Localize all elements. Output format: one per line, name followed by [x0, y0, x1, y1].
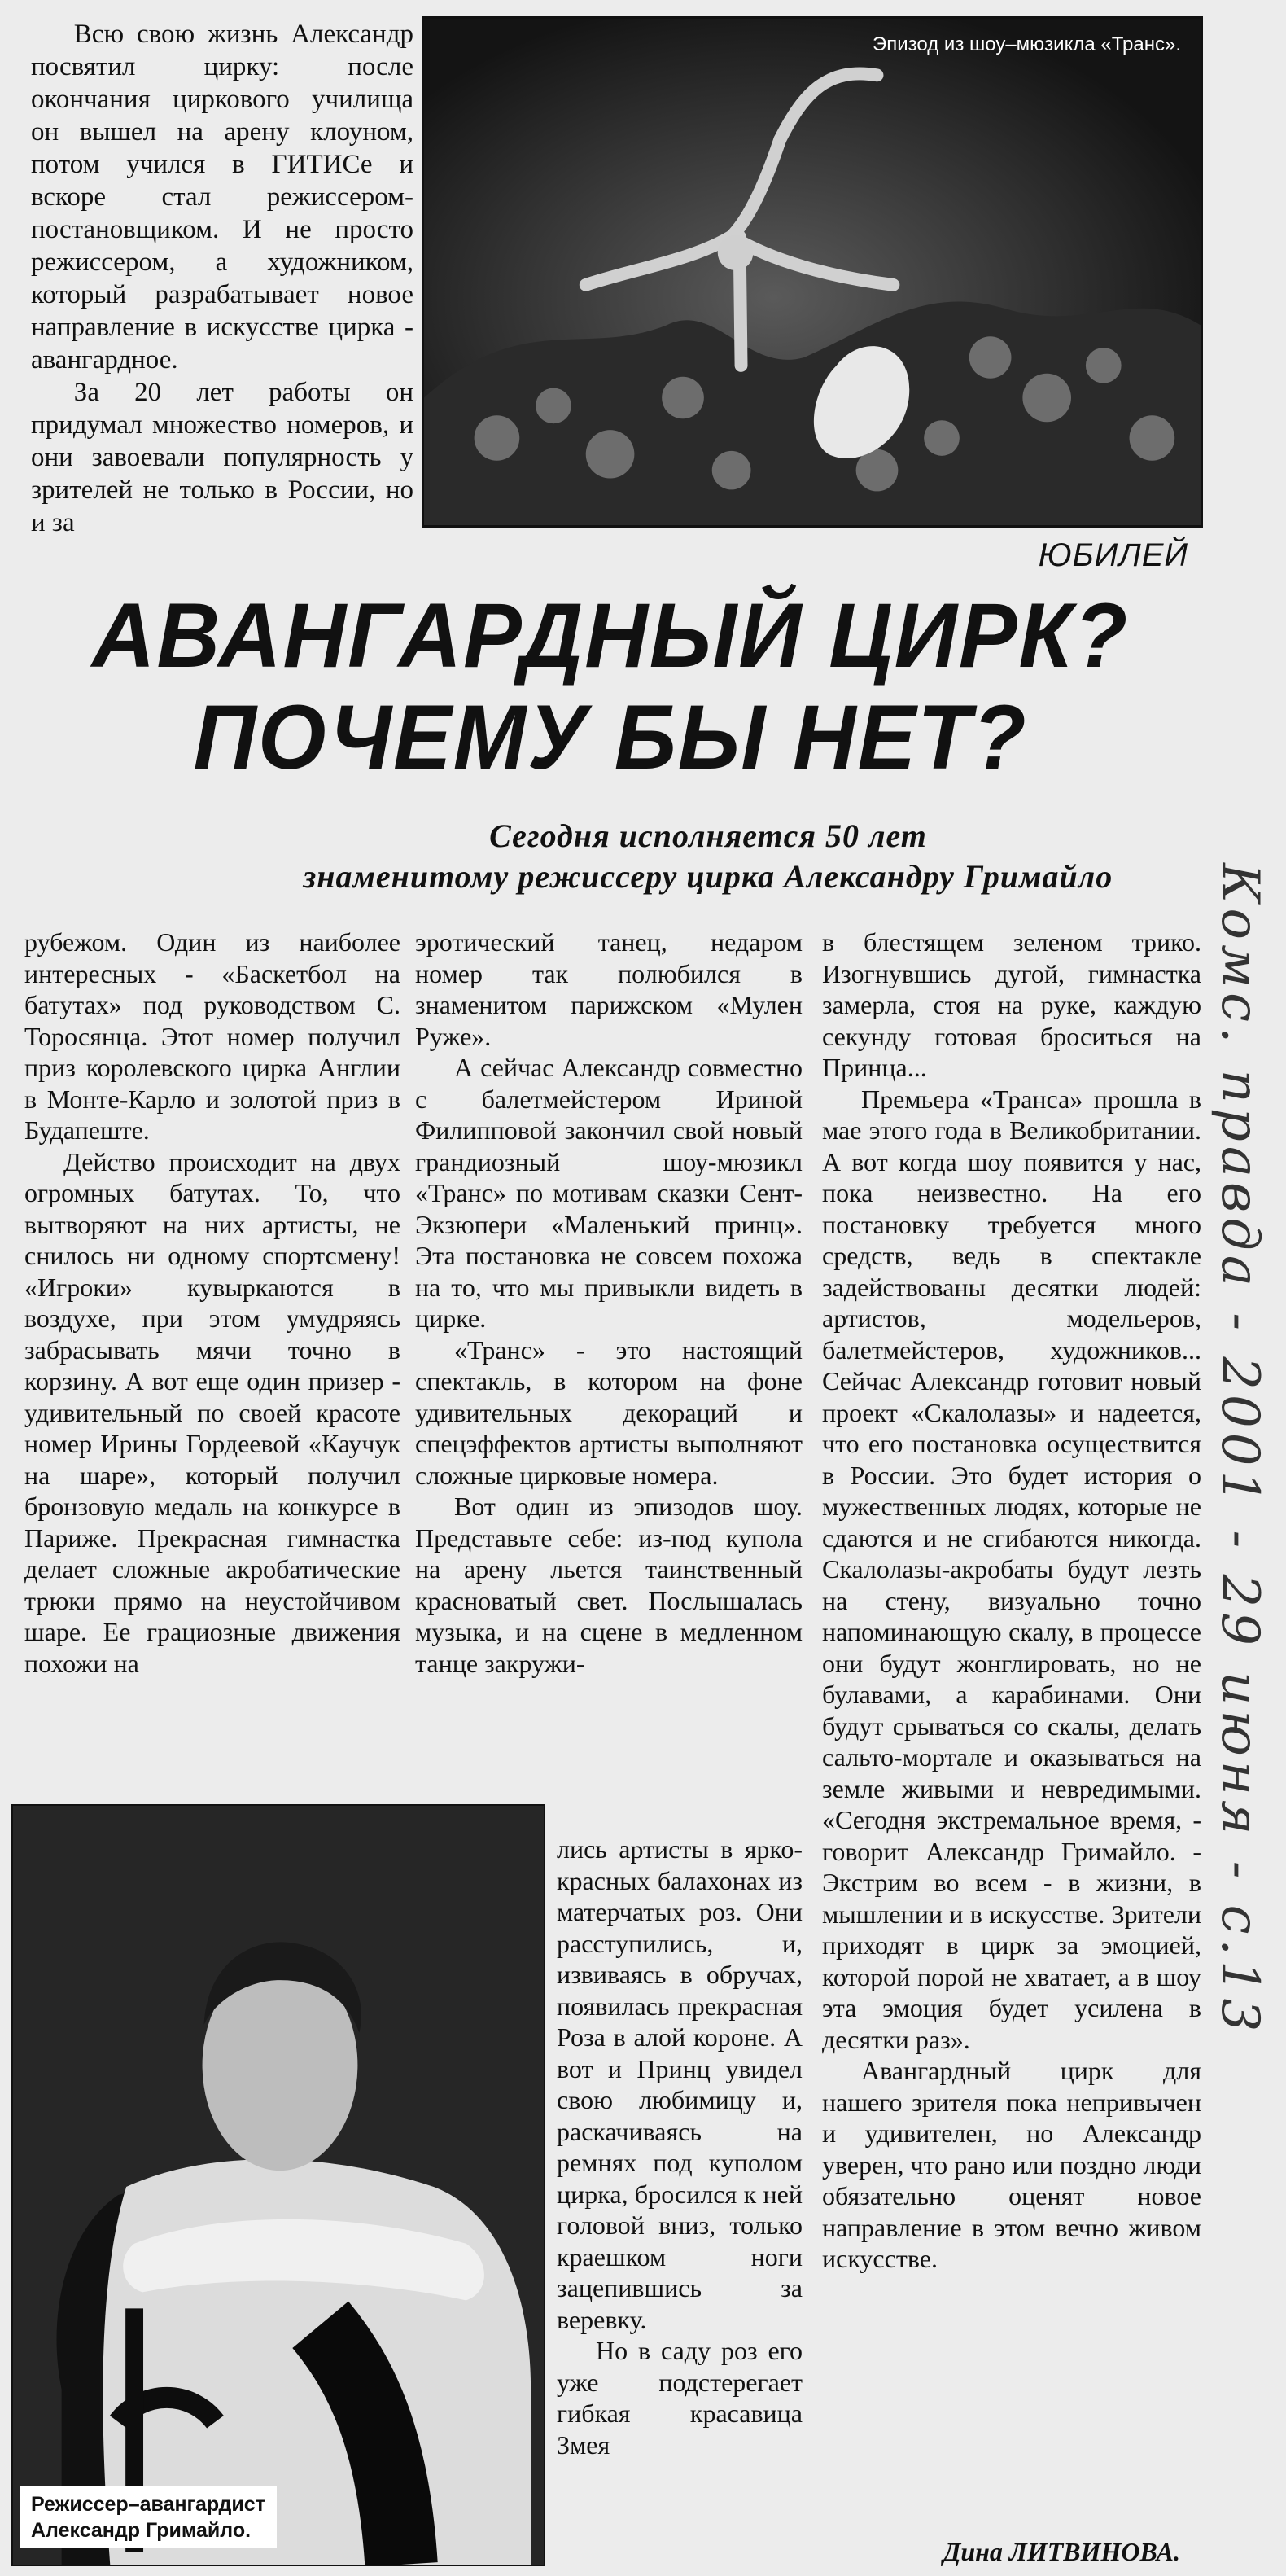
rubric: ЮБИЛЕЙ	[1038, 537, 1188, 573]
portrait-caption-line-2: Александр Гримайло.	[31, 2519, 252, 2542]
article-paragraph: в блестящем зеленом трико. Изогнувшись дугой, гимнастка замерла, стоя на руке, каждую секунду готовая броситься на Принца...	[822, 927, 1201, 1082]
subheadline	[212, 816, 1205, 897]
portrait-caption	[20, 2486, 277, 2548]
article-paragraph: «Транс» - это настоящий спектакль, в котором на фоне удивительных декораций и спецэффектов артисты выполняют сложные цирковые номера.	[415, 1334, 803, 1490]
handwritten-note	[1206, 863, 1279, 2410]
intro-paragraph: За 20 лет работы он придумал множество номеров, и они завоевали популярность у зрителей не только в России, но и за	[31, 378, 413, 537]
article-column-2	[415, 927, 803, 1679]
show-photo-image	[424, 19, 1201, 525]
article-column-2-continued	[557, 1833, 803, 2460]
article-paragraph: Премьера «Транса» прошла в мае этого года в Великобритании. А вот когда шоу появится у нас, пока неизвестно. На его постановку требуется много средств, ведь в спектакле задействованы десятки людей: артистов, модельеров, балетмейстеров, художников... Сейчас Александр готовит новый проект «Скалолазы» и надеется, что его постановка осуществится в России. Это будет история о мужественных людях, которые не сдаются и не сгибаются никогда. Скалолазы-акробаты будут лезть на стену, визуально точно напоминающую скалу, в процессе они будут жонглировать, но не булавами, а карабинами. Они будут срываться со скалы, делать сальто-мортале и оказываться на земле живыми и невредимыми. «Сегодня экстремальное время, - говорит Александр Гримайло. - Экстрим во всем - в жизни, в мышлении и в искусстве. Зрители приходят в цирк за эмоцией, которой порой не хватает, а в шоу эта эмоция будет усилена в десятки раз».	[822, 1084, 1201, 2054]
article-paragraph: рубежом. Один из наиболее интересных - «Баскетбол на батутах» под руководством С. Торосянца. Этот номер получил приз королевского цирка Англии в Монте-Карло и золотой приз в Будапеште.	[24, 927, 400, 1145]
subheadline-line-1: Сегодня исполняется 50 лет	[489, 817, 927, 854]
portrait-caption-line-1: Режиссер–авангардист	[31, 2493, 265, 2516]
subheadline-line-2: знаменитому режиссеру цирка Александру Гримайло	[303, 858, 1113, 895]
show-photo-caption: Эпизод из шоу–мюзикла «Транс».	[873, 33, 1181, 55]
headline-line-1: АВАНГАРДНЫЙ ЦИРК?	[91, 585, 1130, 686]
article-column-1	[24, 927, 400, 1679]
handwritten-note-text: Комс. правда - 2001 - 29 июня - с.13	[1209, 863, 1270, 2037]
portrait-photo	[11, 1804, 545, 2566]
intro-text	[31, 18, 413, 539]
headline-line-2: ПОЧЕМУ БЫ НЕТ?	[193, 686, 1028, 788]
article-paragraph: Авангардный цирк для нашего зрителя пока непривычен и удивителен, но Александр уверен, что рано или поздно люди обязательно оценят новое направление в этом вечно живом искусстве.	[822, 2056, 1201, 2273]
article-paragraph: Но в саду роз его уже подстерегает гибкая красавица Змея	[557, 2336, 803, 2460]
article-paragraph: А сейчас Александр совместно с балетмейстером Ириной Филипповой закончил свой новый грандиозный шоу-мюзикл «Транс» по мотивам сказки Сент-Экзюпери «Маленький принц». Эта постановка не совсем похожа на то, что мы привыкли видеть в цирке.	[415, 1053, 803, 1333]
article-paragraph: Вот один из эпизодов шоу. Представьте себе: из-под купола на арену льется таинственный красноватый свет. Послышалась музыка, и на сцене в медленном танце закружи-	[415, 1492, 803, 1678]
article-paragraph: Действо происходит на двух огромных батутах. То, что вытворяют на них артисты, не снилось ни одному спортсмену! «Игроки» кувыркаются в воздухе, при этом умудряясь забрасывать мячи точно в корзину. А вот еще один призер - удивительный по своей красоте номер Ирины Гордеевой «Каучук на шаре», который получил бронзовую медаль на конкурсе в Париже. Прекрасная гимнастка делает сложные акробатические трюки прямо на неустойчивом шаре. Ее грациозные движения похожи на	[24, 1146, 400, 1678]
article-paragraph: лись артисты в ярко-красных балахонах из матерчатых роз. Они расступились, и, извиваясь в обручах, появилась прекрасная Роза в алой короне. А вот и Принц увидел свою любимицу и, раскачиваясь на ремнях под куполом цирка, бросился к ней головой вниз, только краешком ноги зацепившись за веревку.	[557, 1834, 803, 2334]
article-paragraph: эротический танец, недаром номер так полюбился в знаменитом парижском «Мулен Руже».	[415, 927, 803, 1051]
show-photo	[422, 16, 1203, 528]
portrait-photo-image	[13, 1806, 544, 2565]
author-signature: Дина ЛИТВИНОВА.	[943, 2537, 1180, 2566]
headline	[48, 585, 1173, 788]
article-column-3	[822, 927, 1201, 2275]
intro-paragraph: Всю свою жизнь Александр посвятил цирку: после окончания циркового училища он вышел на арену клоуном, потом учился в ГИТИСе и вскоре стал режиссером-постановщиком. И не просто режиссером, а художником, который разрабатывает новое направление в искусстве цирка - авангардное.	[31, 20, 413, 375]
